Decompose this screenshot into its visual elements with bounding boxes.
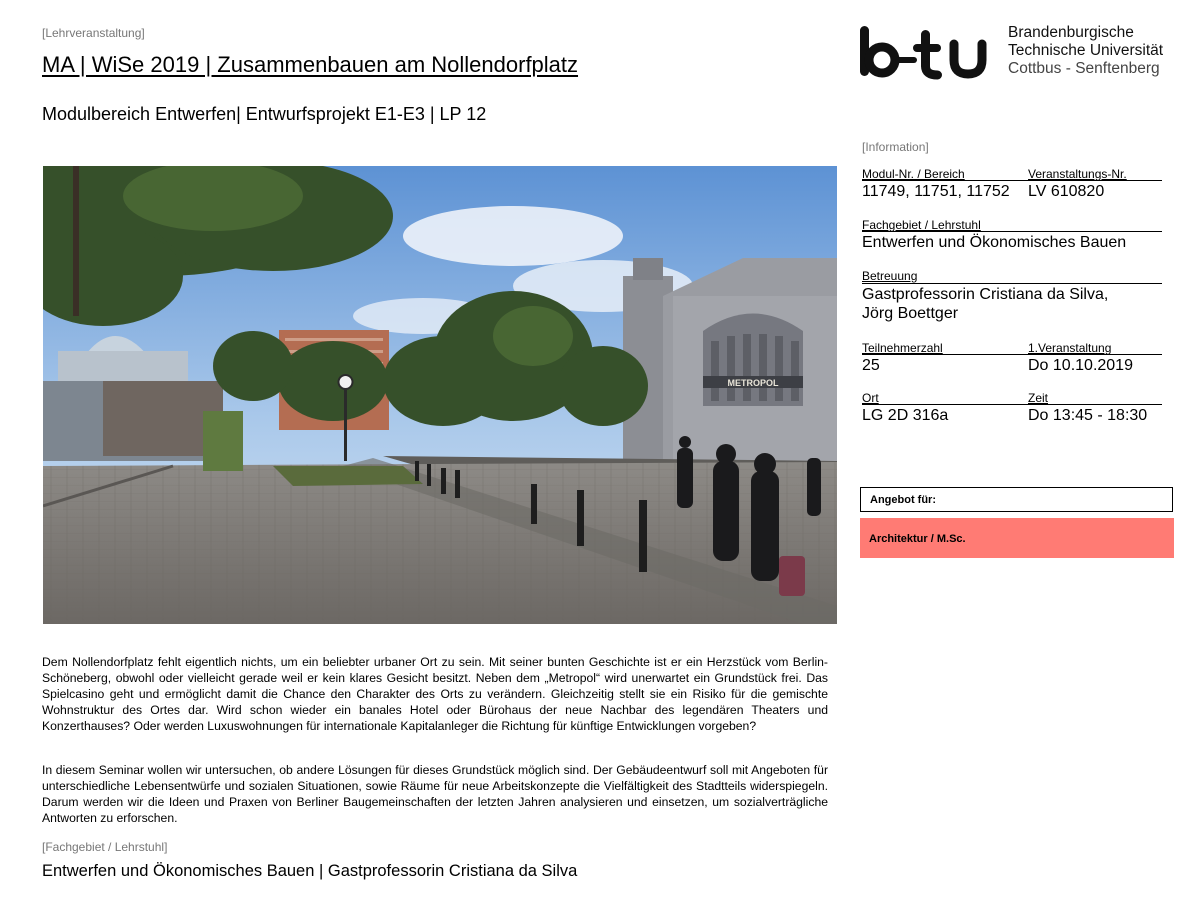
logo-text-line-3: Cottbus - Senftenberg	[1008, 60, 1160, 77]
betreuung-value-line-2: Jörg Boettger	[862, 305, 959, 322]
modul-rule	[862, 180, 1162, 181]
modul-value: 11749, 11751, 11752	[862, 183, 1010, 200]
university-logo	[858, 22, 1178, 84]
erste-veranstaltung-value: Do 10.10.2019	[1028, 357, 1133, 374]
zeit-value: Do 13:45 - 18:30	[1028, 407, 1148, 424]
ort-value: LG 2D 316a	[862, 407, 949, 424]
description-paragraph-2: In diesem Seminar wollen wir untersuchen, ob andere Lösungen für dieses Grundstück möglich sind. Der Gebäudeentwurf soll mit Angeboten für unterschiedliche Lebensentwürfe und sozialen Situationen, sowie Räume für neue Arbeitskonzepte die Vielfältigkeit des Stadtteils widerspiegeln. Darum werden wir die Ideen und Praxen von Berliner Baugemeinschaften der letzten Jahren analysieren und einsetzen, um sozialverträgliche Antworten zu erforschen.	[42, 763, 828, 825]
modul-label: Modul-Nr. / Bereich	[862, 167, 965, 181]
erste-veranstaltung-label: 1.Veranstaltung	[1028, 341, 1112, 355]
teilnehmer-label: Teilnehmerzahl	[862, 341, 943, 355]
logo-text-line-1: Brandenburgische	[1008, 24, 1134, 41]
fachgebiet-rule	[862, 231, 1162, 232]
offer-label: Angebot für:	[870, 494, 936, 506]
veranstaltung-label: Veranstaltungs-Nr.	[1028, 167, 1127, 181]
info-section-label: [Information]	[862, 140, 929, 154]
zeit-label: Zeit	[1028, 391, 1049, 405]
page-title: MA | WiSe 2019 | Zusammenbauen am Nollendorfplatz	[42, 52, 579, 77]
betreuung-label: Betreuung	[862, 269, 918, 283]
logo-text-line-2: Technische Universität	[1008, 42, 1164, 59]
fachgebiet-value: Entwerfen und Ökonomisches Bauen	[862, 234, 1127, 251]
metropol-sign: METROPOL	[727, 378, 779, 388]
description-paragraph-1: Dem Nollendorfplatz fehlt eigentlich nichts, um ein beliebter urbaner Ort zu sein. Mit seiner bunten Geschichte ist er ein Herzstück vom Berlin-Schöneberg, obwohl oder vielleicht gerade weil er kein klares Gesicht besitzt. Neben dem „Metropol“ wird unerwartet ein Grundstück frei. Das Spielcasino geht und ermöglicht damit die Chance den Charakter des Orts zu verändern. Gleichzeitig stellt sie ein Risiko für die gemischte Wohnstruktur des Ortes dar. Wird schon wieder ein banales Hotel oder Bürohaus der neue Nachbar des legendären Theaters und Konzerthauses? Oder werden Luxuswohnungen für internationale Kapitalanleger die Richtung für künftige Entwicklungen vorgeben?	[42, 655, 828, 733]
betreuung-rule	[862, 283, 1162, 284]
category-label: [Lehrveranstaltung]	[42, 26, 145, 40]
offer-box	[860, 487, 1173, 512]
page-subtitle: Modulbereich Entwerfen| Entwurfsprojekt E1-E3 | LP 12	[42, 104, 487, 124]
betreuung-value-line-1: Gastprofessorin Cristiana da Silva,	[862, 286, 1109, 303]
ort-label: Ort	[862, 391, 879, 405]
fachgebiet-label: Fachgebiet / Lehrstuhl	[862, 218, 981, 232]
offer-target-label: Architektur / M.Sc.	[869, 533, 966, 545]
footer-chair-label: [Fachgebiet / Lehrstuhl]	[42, 840, 168, 854]
veranstaltung-value: LV 610820	[1028, 183, 1105, 200]
offer-target-box	[860, 518, 1174, 558]
nollendorfplatz-photo	[43, 166, 837, 624]
teilnehmer-rule	[862, 354, 1162, 355]
teilnehmer-value: 25	[862, 357, 880, 374]
footer-chair-value: Entwerfen und Ökonomisches Bauen | Gastprofessorin Cristiana da Silva	[42, 862, 578, 880]
btu-logo-mark	[858, 22, 998, 82]
ort-rule	[862, 404, 1162, 405]
